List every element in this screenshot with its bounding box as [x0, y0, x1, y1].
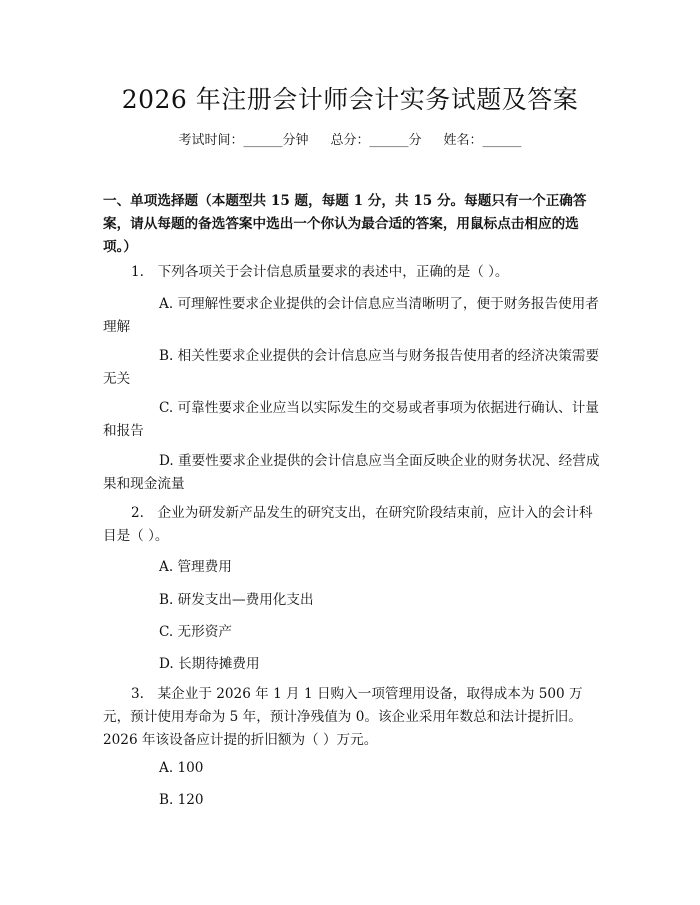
answer-option[interactable]: D. 重要性要求企业提供的会计信息应当全面反映企业的财务状况、经营成果和现金流量 [103, 453, 600, 492]
answer-option[interactable]: B. 研发支出—费用化支出 [159, 592, 314, 608]
exam-time-field: 考试时间：______分钟 [178, 133, 309, 148]
question-stem: 2. 企业为研发新产品发生的研究支出，在研究阶段结束前，应计入的会计科目是（ ）。 [103, 505, 593, 544]
answer-option[interactable]: B. 相关性要求企业提供的会计信息应当与财务报告使用者的经济决策需要无关 [103, 348, 600, 387]
answer-option[interactable]: C. 可靠性要求企业应当以实际发生的交易或者事项为依据进行确认、计量和报告 [103, 400, 599, 439]
page-title: 2026 年注册会计师会计实务试题及答案 [121, 85, 579, 114]
answer-option[interactable]: B. 120 [159, 792, 204, 808]
answer-option[interactable]: D. 长期待摊费用 [159, 656, 260, 672]
answer-option[interactable]: A. 100 [159, 760, 204, 776]
section-heading: 一、单项选择题（本题型共 15 题，每题 1 分，共 15 分。每题只有一个正确答案，请从每题的备选答案中选出一个你认为最合适的答案，用鼠标点击相应的选项。） [103, 193, 587, 255]
answer-option[interactable]: A. 管理费用 [159, 559, 232, 575]
answer-option[interactable]: C. 无形资产 [159, 624, 232, 640]
answer-option[interactable]: A. 可理解性要求企业提供的会计信息应当清晰明了，便于财务报告使用者理解 [103, 296, 599, 335]
total-score-field: 总分：______分 [330, 133, 422, 148]
name-field: 姓名：______ [443, 133, 522, 148]
exam-meta-line [0, 131, 700, 151]
question-stem: 3. 某企业于 2026 年 1 月 1 日购入一项管理用设备，取得成本为 500 万元，预计使用寿命为 5 年，预计净残值为 0。该企业采用年数总和法计提折旧。2026 年该设备应计提的折旧额为（ ）万元。 [103, 686, 583, 748]
question-stem: 1. 下列各项关于会计信息质量要求的表述中，正确的是（ ）。 [131, 264, 509, 280]
